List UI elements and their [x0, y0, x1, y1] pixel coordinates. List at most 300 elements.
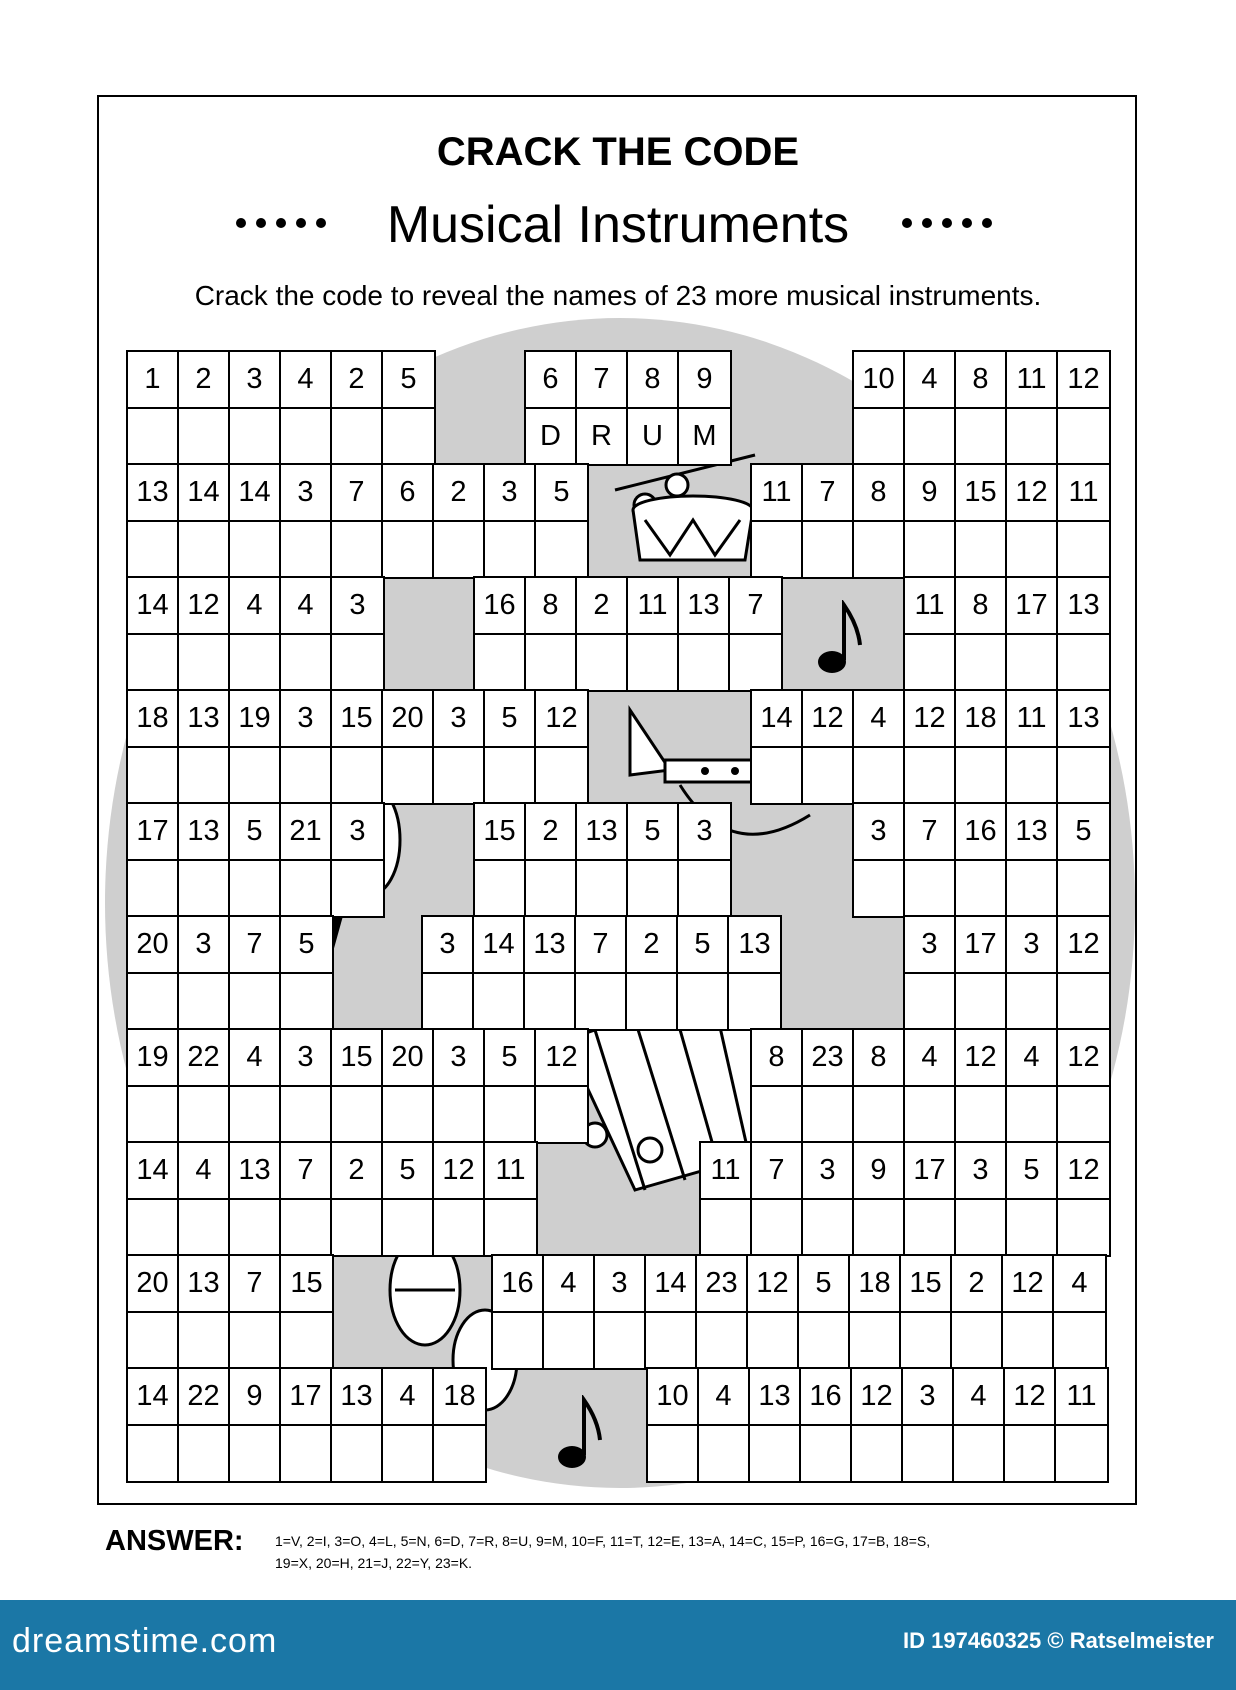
answer-letter-box[interactable] — [956, 1200, 1005, 1255]
answer-letter-box[interactable] — [1056, 1426, 1107, 1481]
code-number: 2 — [577, 578, 626, 635]
drum-icon — [575, 450, 775, 590]
answer-letter-box[interactable] — [803, 1200, 852, 1255]
code-number: 7 — [230, 917, 279, 974]
answer-letter-box[interactable] — [1054, 1313, 1105, 1368]
image-credit: ID 197460325 © Ratselmeister — [903, 1628, 1214, 1653]
code-number: 4 — [1054, 1256, 1105, 1313]
letter-cell — [230, 917, 281, 1029]
letter-cell — [281, 804, 332, 916]
letter-cell — [1058, 578, 1109, 690]
answer-letter-box[interactable] — [332, 1087, 381, 1142]
answer-letter-box[interactable] — [230, 635, 279, 690]
answer-letter-box[interactable] — [128, 522, 177, 577]
letter-cell — [179, 1256, 230, 1368]
answer-letter-box[interactable] — [1007, 409, 1056, 464]
answer-letter-box[interactable] — [901, 1313, 950, 1368]
letter-cell — [230, 1030, 281, 1142]
answer-letter-box[interactable] — [1007, 635, 1056, 690]
letter-cell — [956, 578, 1007, 690]
answer-letter-box[interactable] — [905, 1087, 954, 1142]
answer-letter-box[interactable] — [230, 409, 279, 464]
answer-letter-box[interactable] — [678, 974, 727, 1029]
answer-letter-box[interactable] — [729, 974, 780, 1029]
letter-cell — [434, 691, 485, 803]
code-number: 5 — [230, 804, 279, 861]
word-box — [903, 915, 1111, 1031]
code-number: 11 — [905, 578, 954, 635]
answer-letter-box[interactable] — [952, 1313, 1001, 1368]
answer-letter-box[interactable] — [281, 1200, 330, 1255]
answer-letter-box[interactable] — [281, 409, 330, 464]
code-number: 3 — [281, 691, 330, 748]
code-number: 22 — [179, 1030, 228, 1087]
letter-cell — [332, 352, 383, 464]
letter-cell — [1007, 578, 1058, 690]
code-number: 6 — [383, 465, 432, 522]
answer-letter-box[interactable] — [750, 1426, 799, 1481]
code-number: 13 — [577, 804, 626, 861]
letter-cell — [1058, 1030, 1109, 1142]
answer-letter-box[interactable] — [332, 409, 381, 464]
answer-letter-box[interactable] — [799, 1313, 848, 1368]
code-number: 11 — [1007, 352, 1056, 409]
code-number: 14 — [752, 691, 801, 748]
letter-cell — [730, 578, 781, 690]
answer-line-1: 1=V, 2=I, 3=O, 4=L, 5=N, 6=D, 7=R, 8=U, 9=M, 10=F, 11=T, 12=E, 13=A, 14=C, 15=P, 16=G, 17=B, 18=S, — [275, 1533, 931, 1549]
answer-letter-box[interactable] — [1058, 635, 1109, 690]
answer-letter-box[interactable] — [332, 1426, 381, 1481]
footer-bar — [0, 1600, 1236, 1690]
code-number: 3 — [434, 1030, 483, 1087]
word-box — [126, 1367, 487, 1483]
answer-letter-box[interactable] — [475, 861, 524, 916]
letter-cell — [128, 1030, 179, 1142]
answer-letter-box[interactable] — [956, 522, 1005, 577]
code-number: 16 — [801, 1369, 850, 1426]
answer-letter-box[interactable] — [1007, 861, 1056, 916]
answer-letter-box[interactable] — [852, 1426, 901, 1481]
letter-cell — [128, 352, 179, 464]
answer-letter-box[interactable] — [230, 748, 279, 803]
letter-cell — [525, 917, 576, 1029]
answer-letter-box[interactable] — [854, 748, 903, 803]
letter-cell — [752, 691, 803, 803]
code-number: 17 — [905, 1143, 954, 1200]
answer-letter-box[interactable] — [1058, 748, 1109, 803]
code-number: 15 — [281, 1256, 332, 1313]
letter-cell — [230, 1256, 281, 1368]
answer-letter-box[interactable] — [679, 861, 730, 916]
answer-letter-box[interactable] — [281, 861, 330, 916]
answer-letter-box[interactable] — [536, 1087, 587, 1142]
code-number: 10 — [648, 1369, 697, 1426]
answer-letter-box[interactable] — [179, 1426, 228, 1481]
letter-cell — [230, 352, 281, 464]
answer-letter-box[interactable] — [1007, 522, 1056, 577]
answer-letter-box[interactable] — [905, 1200, 954, 1255]
answer-letter-box[interactable] — [854, 409, 903, 464]
answer-letter-box[interactable] — [475, 635, 524, 690]
answer-letter-box[interactable] — [1058, 1200, 1109, 1255]
letter-cell — [179, 465, 230, 577]
answer-letter-box[interactable] — [697, 1313, 746, 1368]
answer-letter-box[interactable] — [179, 522, 228, 577]
code-number: 3 — [595, 1256, 644, 1313]
letter-cell — [699, 1369, 750, 1481]
letter-cell — [577, 352, 628, 464]
letter-cell — [803, 1143, 854, 1255]
answer-letter-box[interactable] — [332, 522, 381, 577]
code-number: 7 — [281, 1143, 330, 1200]
answer-letter-box[interactable] — [332, 635, 383, 690]
code-number: 3 — [905, 917, 954, 974]
letter-cell — [434, 1030, 485, 1142]
code-number: 5 — [678, 917, 727, 974]
code-number: 9 — [230, 1369, 279, 1426]
answer-letter-box[interactable] — [854, 1200, 903, 1255]
letter-cell — [383, 1143, 434, 1255]
code-number: 12 — [1003, 1256, 1052, 1313]
letter-cell — [332, 1369, 383, 1481]
letter-cell — [679, 352, 730, 464]
answer-letter-box[interactable] — [485, 1200, 536, 1255]
answer-letter-box[interactable] — [1058, 522, 1109, 577]
answer-letter-box[interactable] — [752, 522, 801, 577]
code-number: 13 — [1058, 578, 1109, 635]
answer-letter-box[interactable] — [628, 635, 677, 690]
answer-letter-box[interactable] — [536, 522, 587, 577]
code-number: 9 — [854, 1143, 903, 1200]
answer-letter-box[interactable] — [128, 1426, 177, 1481]
answer-letter-box[interactable] — [850, 1313, 899, 1368]
code-number: 17 — [128, 804, 177, 861]
code-number: 11 — [1058, 465, 1109, 522]
code-number: 12 — [1007, 465, 1056, 522]
answer-letter-box[interactable] — [956, 409, 1005, 464]
code-number: 15 — [475, 804, 524, 861]
letter-cell — [1007, 691, 1058, 803]
letter-cell — [544, 1256, 595, 1368]
word-box — [126, 802, 385, 918]
code-number: 3 — [281, 1030, 330, 1087]
code-number: 7 — [905, 804, 954, 861]
answer-letter-box[interactable] — [179, 1313, 228, 1368]
letter-cell — [230, 1143, 281, 1255]
code-number: 3 — [803, 1143, 852, 1200]
answer-letter-box[interactable] — [905, 861, 954, 916]
code-number: 2 — [526, 804, 575, 861]
letter-cell — [905, 804, 956, 916]
answer-letter-box[interactable] — [332, 748, 381, 803]
answer-letter-box[interactable] — [1058, 1087, 1109, 1142]
answer-letter-box[interactable] — [230, 974, 279, 1029]
answer-letter-box[interactable]: R — [591, 420, 612, 452]
code-number: 20 — [128, 1256, 177, 1313]
answer-letter-box[interactable] — [956, 974, 1005, 1029]
answer-letter-box[interactable] — [485, 522, 534, 577]
letter-cell — [905, 352, 956, 464]
answer-letter-box[interactable] — [956, 861, 1005, 916]
answer-letter-box[interactable] — [281, 748, 330, 803]
code-number: 13 — [679, 578, 728, 635]
answer-letter-box[interactable] — [493, 1313, 542, 1368]
answer-letter-box[interactable] — [1007, 974, 1056, 1029]
answer-letter-box[interactable] — [905, 974, 954, 1029]
word-box — [852, 802, 1111, 918]
answer-letter-box[interactable] — [128, 861, 177, 916]
code-number: 4 — [1007, 1030, 1056, 1087]
code-number: 3 — [1007, 917, 1056, 974]
answer-letter-box[interactable] — [595, 1313, 644, 1368]
answer-letter-box[interactable] — [1007, 1087, 1056, 1142]
code-number: 2 — [332, 1143, 381, 1200]
answer-letter-box[interactable] — [281, 1426, 330, 1481]
answer-letter-box[interactable] — [332, 1200, 381, 1255]
answer-letter-box[interactable] — [701, 1200, 750, 1255]
answer-letter-box[interactable] — [646, 1313, 695, 1368]
answer-letter-box[interactable] — [1003, 1313, 1052, 1368]
answer-letter-box[interactable] — [627, 974, 676, 1029]
brand-logo[interactable]: dreamstime.com — [12, 1622, 278, 1660]
answer-letter-box[interactable] — [434, 522, 483, 577]
letter-cell — [434, 465, 485, 577]
answer-letter-box[interactable] — [536, 748, 587, 803]
answer-letter-box[interactable] — [230, 1087, 279, 1142]
answer-letter-box[interactable] — [752, 1200, 801, 1255]
answer-letter-box[interactable] — [905, 748, 954, 803]
letter-cell — [485, 691, 536, 803]
code-number: 23 — [697, 1256, 746, 1313]
answer-letter-box[interactable] — [179, 1087, 228, 1142]
answer-letter-box[interactable] — [230, 861, 279, 916]
answer-letter-box[interactable] — [383, 1200, 432, 1255]
code-number: 13 — [179, 691, 228, 748]
letter-cell — [128, 804, 179, 916]
answer-letter-box[interactable] — [434, 1087, 483, 1142]
answer-letter-box[interactable] — [905, 409, 954, 464]
answer-letter-box[interactable] — [179, 1200, 228, 1255]
code-number: 12 — [852, 1369, 901, 1426]
answer-letter-box[interactable] — [128, 748, 177, 803]
answer-letter-box[interactable] — [577, 635, 626, 690]
code-number: 2 — [179, 352, 228, 409]
code-number: 5 — [1007, 1143, 1056, 1200]
answer-letter-box[interactable] — [628, 861, 677, 916]
letter-cell — [954, 1369, 1005, 1481]
answer-letter-box[interactable] — [281, 1313, 332, 1368]
code-number: 5 — [799, 1256, 848, 1313]
code-number: 14 — [230, 465, 279, 522]
answer-letter-box[interactable] — [332, 861, 383, 916]
answer-letter-box[interactable] — [526, 861, 575, 916]
letter-cell — [128, 1256, 179, 1368]
answer-letter-box[interactable] — [128, 1200, 177, 1255]
page-subtitle: Musical Instruments — [386, 196, 850, 254]
code-number: 17 — [281, 1369, 330, 1426]
code-number: 4 — [905, 1030, 954, 1087]
code-number: 18 — [956, 691, 1005, 748]
answer-letter-box[interactable] — [230, 522, 279, 577]
letter-cell — [903, 1369, 954, 1481]
code-number: 21 — [281, 804, 330, 861]
answer-letter-box[interactable] — [128, 635, 177, 690]
letter-cell — [803, 465, 854, 577]
letter-cell — [128, 1369, 179, 1481]
code-number: 2 — [627, 917, 676, 974]
answer-letter-box[interactable] — [281, 974, 332, 1029]
code-number: 4 — [230, 1030, 279, 1087]
code-number: 5 — [1058, 804, 1109, 861]
answer-letter-box[interactable] — [1007, 748, 1056, 803]
code-number: 23 — [803, 1030, 852, 1087]
code-number: 3 — [332, 804, 383, 861]
code-number: 8 — [956, 352, 1005, 409]
answer-letter-box[interactable] — [383, 1426, 432, 1481]
answer-letter-box[interactable] — [128, 974, 177, 1029]
answer-letter-box[interactable] — [485, 748, 534, 803]
word-box — [421, 915, 782, 1031]
answer-letter-box[interactable] — [956, 1087, 1005, 1142]
code-number: 12 — [536, 691, 587, 748]
answer-letter-box[interactable] — [179, 861, 228, 916]
answer-letter-box[interactable] — [179, 409, 228, 464]
letter-cell — [1058, 804, 1109, 916]
answer-letter-box[interactable] — [699, 1426, 748, 1481]
code-number: 11 — [485, 1143, 536, 1200]
answer-letter-box[interactable] — [679, 635, 728, 690]
answer-letter-box[interactable] — [1058, 861, 1109, 916]
letter-cell — [383, 352, 434, 464]
answer-letter-box[interactable]: M — [692, 420, 717, 452]
word-box — [126, 463, 589, 579]
answer-letter-box[interactable] — [648, 1426, 697, 1481]
word-box — [646, 1367, 1109, 1483]
answer-letter-box[interactable] — [179, 974, 228, 1029]
code-number: 14 — [179, 465, 228, 522]
code-number: 8 — [854, 1030, 903, 1087]
answer-letter-box[interactable] — [576, 974, 625, 1029]
answer-letter-box[interactable] — [1005, 1426, 1054, 1481]
answer-letter-box[interactable] — [954, 1426, 1003, 1481]
answer-letter-box[interactable] — [383, 748, 432, 803]
answer-letter-box[interactable] — [1058, 974, 1109, 1029]
answer-letter-box[interactable] — [854, 861, 903, 916]
answer-letter-box[interactable] — [128, 1087, 177, 1142]
code-number: 19 — [230, 691, 279, 748]
letter-cell — [852, 1369, 903, 1481]
code-number: 20 — [128, 917, 177, 974]
answer-letter-box[interactable] — [230, 1426, 279, 1481]
answer-letter-box[interactable] — [1058, 409, 1109, 464]
answer-letter-box[interactable] — [179, 748, 228, 803]
answer-letter-box[interactable] — [434, 1200, 483, 1255]
letter-cell — [956, 804, 1007, 916]
answer-letter-box[interactable] — [730, 635, 781, 690]
answer-letter-box[interactable] — [577, 861, 626, 916]
word-box — [750, 689, 1111, 805]
answer-letter-box[interactable] — [128, 409, 177, 464]
code-number: 13 — [525, 917, 574, 974]
answer-letter-box[interactable] — [526, 635, 575, 690]
answer-letter-box[interactable]: D — [540, 420, 561, 452]
letter-cell — [595, 1256, 646, 1368]
answer-letter-box[interactable] — [281, 522, 330, 577]
answer-letter-box[interactable] — [905, 635, 954, 690]
code-number: 11 — [1007, 691, 1056, 748]
letter-cell — [526, 578, 577, 690]
answer-letter-box[interactable] — [752, 1087, 801, 1142]
code-number: 16 — [475, 578, 524, 635]
letter-cell — [628, 804, 679, 916]
answer-letter-box[interactable] — [956, 748, 1005, 803]
answer-letter-box[interactable] — [748, 1313, 797, 1368]
answer-letter-box[interactable] — [230, 1313, 279, 1368]
letter-cell — [128, 465, 179, 577]
answer-letter-box[interactable] — [803, 748, 852, 803]
answer-letter-box[interactable] — [434, 748, 483, 803]
answer-letter-box[interactable] — [423, 974, 472, 1029]
answer-letter-box[interactable] — [1007, 1200, 1056, 1255]
letter-cell — [230, 804, 281, 916]
code-number: 5 — [485, 1030, 534, 1087]
letter-cell — [536, 691, 587, 803]
answer-letter-box[interactable] — [752, 748, 801, 803]
letter-cell — [179, 917, 230, 1029]
letter-cell — [956, 691, 1007, 803]
letter-cell — [952, 1256, 1003, 1368]
code-number: 3 — [903, 1369, 952, 1426]
letter-cell — [905, 917, 956, 1029]
answer-letter-box[interactable] — [230, 1200, 279, 1255]
code-number: 11 — [752, 465, 801, 522]
code-number: 11 — [701, 1143, 750, 1200]
answer-letter-box[interactable] — [383, 522, 432, 577]
answer-letter-box[interactable] — [803, 522, 852, 577]
letter-cell — [679, 578, 730, 690]
letter-cell — [905, 691, 956, 803]
answer-letter-box[interactable] — [956, 635, 1005, 690]
answer-letter-box[interactable] — [383, 1087, 432, 1142]
answer-letter-box[interactable] — [854, 1087, 903, 1142]
letter-cell — [179, 1369, 230, 1481]
answer-letter-box[interactable] — [525, 974, 574, 1029]
answer-letter-box[interactable]: U — [642, 420, 663, 452]
code-number: 3 — [281, 465, 330, 522]
answer-letter-box[interactable] — [905, 522, 954, 577]
answer-letter-box[interactable] — [854, 522, 903, 577]
code-number: 17 — [1007, 578, 1056, 635]
letter-cell — [485, 1030, 536, 1142]
answer-letter-box[interactable] — [801, 1426, 850, 1481]
answer-letter-box[interactable] — [128, 1313, 177, 1368]
answer-letter-box[interactable] — [434, 1426, 485, 1481]
answer-letter-box[interactable] — [474, 974, 523, 1029]
answer-letter-box[interactable] — [179, 635, 228, 690]
answer-letter-box[interactable] — [903, 1426, 952, 1481]
answer-letter-box[interactable] — [383, 409, 434, 464]
answer-letter-box[interactable] — [544, 1313, 593, 1368]
letter-cell — [854, 691, 905, 803]
answer-letter-box[interactable] — [281, 1087, 330, 1142]
answer-letter-box[interactable] — [281, 635, 330, 690]
letter-cell — [1007, 917, 1058, 1029]
answer-letter-box[interactable] — [485, 1087, 534, 1142]
answer-letter-box[interactable] — [803, 1087, 852, 1142]
letter-cell — [701, 1143, 752, 1255]
code-number: 5 — [383, 352, 434, 409]
word-box — [750, 1028, 1111, 1144]
